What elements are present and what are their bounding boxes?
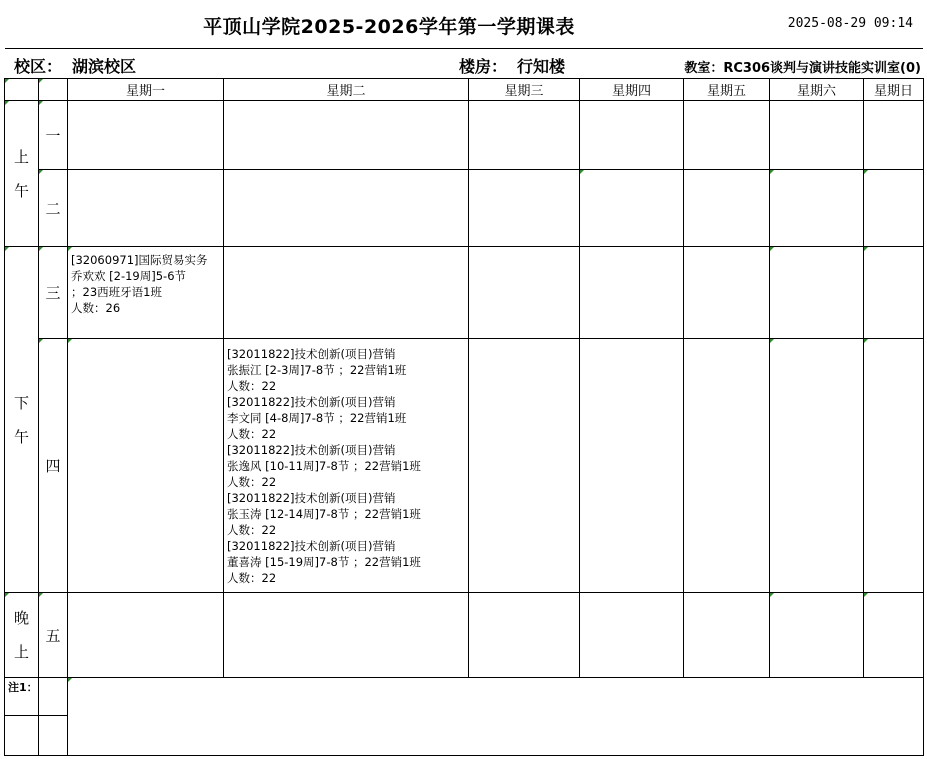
day-header-mon: 星期一 <box>68 79 224 101</box>
day-header-sat: 星期六 <box>770 79 864 101</box>
cell-thu-p2[interactable] <box>580 170 684 247</box>
section-evening <box>5 593 39 678</box>
cell-sun-p2[interactable] <box>864 170 924 247</box>
print-timestamp: 2025-08-29 09:14 <box>787 16 913 31</box>
cell-mon-p3[interactable] <box>68 247 224 339</box>
page-title: 平顶山学院2025-2026学年第一学期课表 <box>203 16 575 38</box>
course-teacher-weeks: 张振江 [2-3周]7-8节 ；22营销1班 <box>227 363 407 377</box>
cell-sat-p4[interactable] <box>770 339 864 593</box>
course-code-name: [32060971]国际贸易实务 <box>71 253 208 267</box>
course-teacher-weeks: 乔欢欢 [2-19周]5-6节 <box>71 269 187 283</box>
cell-sun-p3[interactable] <box>864 247 924 339</box>
cell-fri-p3[interactable] <box>684 247 770 339</box>
building-value: 行知楼 <box>517 57 566 76</box>
cell-mon-p1[interactable] <box>68 101 224 170</box>
classroom-info: 教室：RC306谈判与演讲技能实训室(0) <box>684 61 921 76</box>
course-code-name: [32011822]技术创新(项目)营销 <box>227 347 396 361</box>
cell-wed-p1[interactable] <box>469 101 580 170</box>
cell-thu-p4[interactable] <box>580 339 684 593</box>
header-row <box>5 79 924 101</box>
course-headcount: 人数：22 <box>227 379 277 393</box>
cell-wed-p2[interactable] <box>469 170 580 247</box>
cell-wed-p3[interactable] <box>469 247 580 339</box>
period-5 <box>39 593 68 678</box>
course-teacher-weeks: 董喜涛 [15-19周]7-8节 ；22营销1班 <box>227 555 421 569</box>
course-teacher-weeks: 李文同 [4-8周]7-8节 ；22营销1班 <box>227 411 407 425</box>
building-label: 楼房： <box>459 57 508 76</box>
row-period-3 <box>5 247 924 339</box>
cell-wed-p5[interactable] <box>469 593 580 678</box>
note-label: 注1： <box>5 678 39 716</box>
row-period-4 <box>5 339 924 593</box>
period-5-label: 五 <box>45 626 61 645</box>
cell-wed-p4[interactable] <box>469 339 580 593</box>
cell-sun-p4[interactable] <box>864 339 924 593</box>
note-blank-cell <box>5 716 39 756</box>
campus-info <box>14 54 136 77</box>
day-header-fri: 星期五 <box>684 79 770 101</box>
section-morning-top: 上 <box>13 147 29 166</box>
course-headcount: 人数：22 <box>227 523 277 537</box>
cell-sat-p3[interactable] <box>770 247 864 339</box>
corner-cell-2 <box>39 79 68 101</box>
cell-tue-p1[interactable] <box>224 101 469 170</box>
period-4-label: 四 <box>45 457 61 475</box>
cell-thu-p5[interactable] <box>580 593 684 678</box>
course-headcount: 人数：22 <box>227 571 277 585</box>
header-divider <box>5 48 923 49</box>
row-period-5 <box>5 593 924 678</box>
note-content[interactable] <box>68 678 924 756</box>
day-header-sun: 星期日 <box>864 79 924 101</box>
cell-sat-p5[interactable] <box>770 593 864 678</box>
cell-tue-p2[interactable] <box>224 170 469 247</box>
cell-sun-p1[interactable] <box>864 101 924 170</box>
period-2-label: 二 <box>45 199 61 218</box>
cell-fri-p4[interactable] <box>684 339 770 593</box>
day-header-tue: 星期二 <box>224 79 469 101</box>
course-code-name: [32011822]技术创新(项目)营销 <box>227 443 396 457</box>
course-headcount: 人数：26 <box>71 301 121 315</box>
period-3-label: 三 <box>45 284 61 302</box>
note-row-1 <box>5 678 924 716</box>
period-1-label: 一 <box>45 126 61 145</box>
course-teacher-weeks: 张玉涛 [12-14周]7-8节 ；22营销1班 <box>227 507 421 521</box>
period-2 <box>39 170 68 247</box>
course-entry[interactable] <box>227 490 465 538</box>
period-1 <box>39 101 68 170</box>
section-afternoon-top: 下 <box>13 393 29 412</box>
corner-cell-1 <box>5 79 39 101</box>
section-evening-top: 晚 <box>13 609 29 627</box>
schedule-table <box>4 78 924 756</box>
section-evening-bottom: 上 <box>13 643 29 661</box>
course-entry[interactable] <box>227 346 465 394</box>
section-morning-bottom: 午 <box>13 181 29 200</box>
note-sub-cell-1 <box>39 678 68 716</box>
course-code-name: [32011822]技术创新(项目)营销 <box>227 395 396 409</box>
cell-mon-p2[interactable] <box>68 170 224 247</box>
campus-value: 湖滨校区 <box>72 57 137 76</box>
day-header-wed: 星期三 <box>469 79 580 101</box>
cell-fri-p2[interactable] <box>684 170 770 247</box>
building-info <box>459 54 565 77</box>
cell-thu-p1[interactable] <box>580 101 684 170</box>
cell-fri-p5[interactable] <box>684 593 770 678</box>
course-entry[interactable] <box>227 538 465 586</box>
course-code-name: [32011822]技术创新(项目)营销 <box>227 539 396 553</box>
note-sub-cell-2 <box>39 716 68 756</box>
course-entry[interactable] <box>227 394 465 442</box>
campus-label: 校区： <box>14 57 63 76</box>
cell-tue-p4[interactable] <box>224 339 469 593</box>
course-headcount: 人数：22 <box>227 475 277 489</box>
cell-sat-p2[interactable] <box>770 170 864 247</box>
cell-mon-p5[interactable] <box>68 593 224 678</box>
course-entry[interactable] <box>68 247 223 316</box>
cell-sun-p5[interactable] <box>864 593 924 678</box>
cell-tue-p5[interactable] <box>224 593 469 678</box>
course-class: ；23西班牙语1班 <box>71 285 162 299</box>
cell-tue-p3[interactable] <box>224 247 469 339</box>
day-header-thu: 星期四 <box>580 79 684 101</box>
course-teacher-weeks: 张逸风 [10-11周]7-8节 ；22营销1班 <box>227 459 421 473</box>
course-entry[interactable] <box>227 442 465 490</box>
row-period-1 <box>5 101 924 170</box>
cell-mon-p4[interactable] <box>68 339 224 593</box>
cell-sat-p1[interactable] <box>770 101 864 170</box>
cell-fri-p1[interactable] <box>684 101 770 170</box>
period-3 <box>39 247 68 339</box>
section-morning <box>5 101 39 247</box>
period-4 <box>39 339 68 593</box>
cell-thu-p3[interactable] <box>580 247 684 339</box>
section-afternoon <box>5 247 39 593</box>
row-period-2 <box>5 170 924 247</box>
course-headcount: 人数：22 <box>227 427 277 441</box>
section-afternoon-bottom: 午 <box>13 427 29 446</box>
course-code-name: [32011822]技术创新(项目)营销 <box>227 491 396 505</box>
